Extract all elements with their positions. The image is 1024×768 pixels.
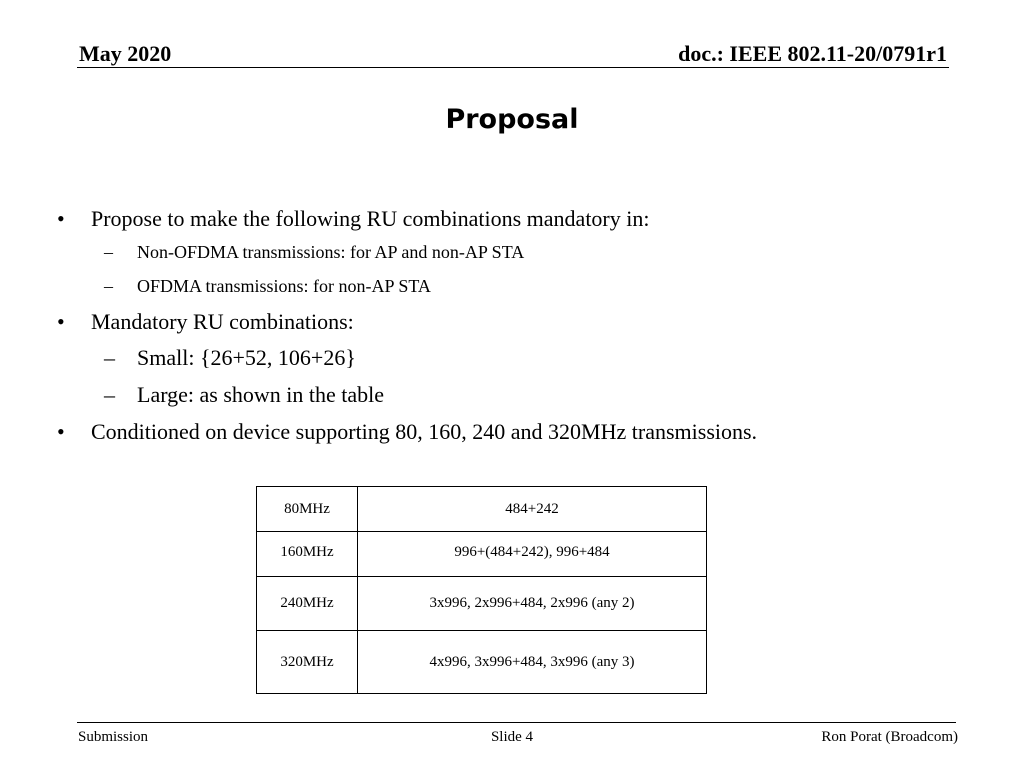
sub-bullet-item (104, 381, 385, 409)
footer-slide-number: Slide 4 (490, 729, 534, 745)
bandwidth-text: 160MHz (280, 544, 334, 560)
sub-bullet-text: OFDMA transmissions: for non-AP STA (137, 276, 431, 296)
bullet-marker: • (57, 206, 65, 231)
table-row (257, 631, 707, 694)
header-date: May 2020 (79, 41, 172, 66)
table-row (257, 577, 707, 631)
sub-bullet-item (104, 240, 525, 264)
bullet-item (57, 418, 758, 446)
bullet-text: Propose to make the following RU combinations mandatory in: (91, 206, 650, 231)
sub-bullet-text: Large: as shown in the table (137, 382, 385, 407)
bandwidth-cell: 80MHz (257, 487, 358, 532)
bullet-marker: • (57, 309, 65, 334)
slide-title: Proposal (445, 104, 579, 135)
bandwidth-cell: 240MHz (257, 577, 358, 631)
table-row (257, 532, 707, 577)
sub-bullet-item (104, 344, 356, 372)
ru-combination-cell (358, 532, 707, 577)
sub-bullet-text: Small: {26+52, 106+26} (137, 345, 356, 370)
ru-combination-table (256, 486, 707, 694)
bullet-marker: • (57, 419, 65, 444)
bullet-item (57, 308, 354, 336)
bullet-text: Mandatory RU combinations: (91, 309, 354, 334)
ru-combination-cell: 484+242 (358, 487, 707, 532)
bandwidth-cell (257, 532, 358, 577)
ru-combination-cell: 4x996, 3x996+484, 3x996 (any 3) (358, 631, 707, 694)
sub-bullet-item (104, 274, 431, 298)
dash-marker: – (104, 276, 113, 296)
dash-marker: – (104, 242, 113, 262)
dash-marker: – (104, 345, 115, 370)
footer-author: Ron Porat (Broadcom) (821, 729, 958, 745)
header-doc-id: doc.: IEEE 802.11-20/0791r1 (678, 41, 947, 66)
ru-combination-cell: 3x996, 2x996+484, 2x996 (any 2) (358, 577, 707, 631)
dash-marker: – (104, 382, 115, 407)
ru-combination-text: 996+(484+242), 996+484 (454, 544, 610, 560)
table-row (257, 487, 707, 532)
sub-bullet-text: Non-OFDMA transmissions: for AP and non-AP STA (137, 242, 525, 262)
bullet-text: Conditioned on device supporting 80, 160, 240 and 320MHz transmissions. (91, 419, 758, 444)
bandwidth-cell: 320MHz (257, 631, 358, 694)
footer-divider (77, 722, 956, 723)
footer-submission: Submission (78, 729, 149, 745)
header-divider (77, 67, 949, 68)
bullet-item (57, 205, 650, 233)
